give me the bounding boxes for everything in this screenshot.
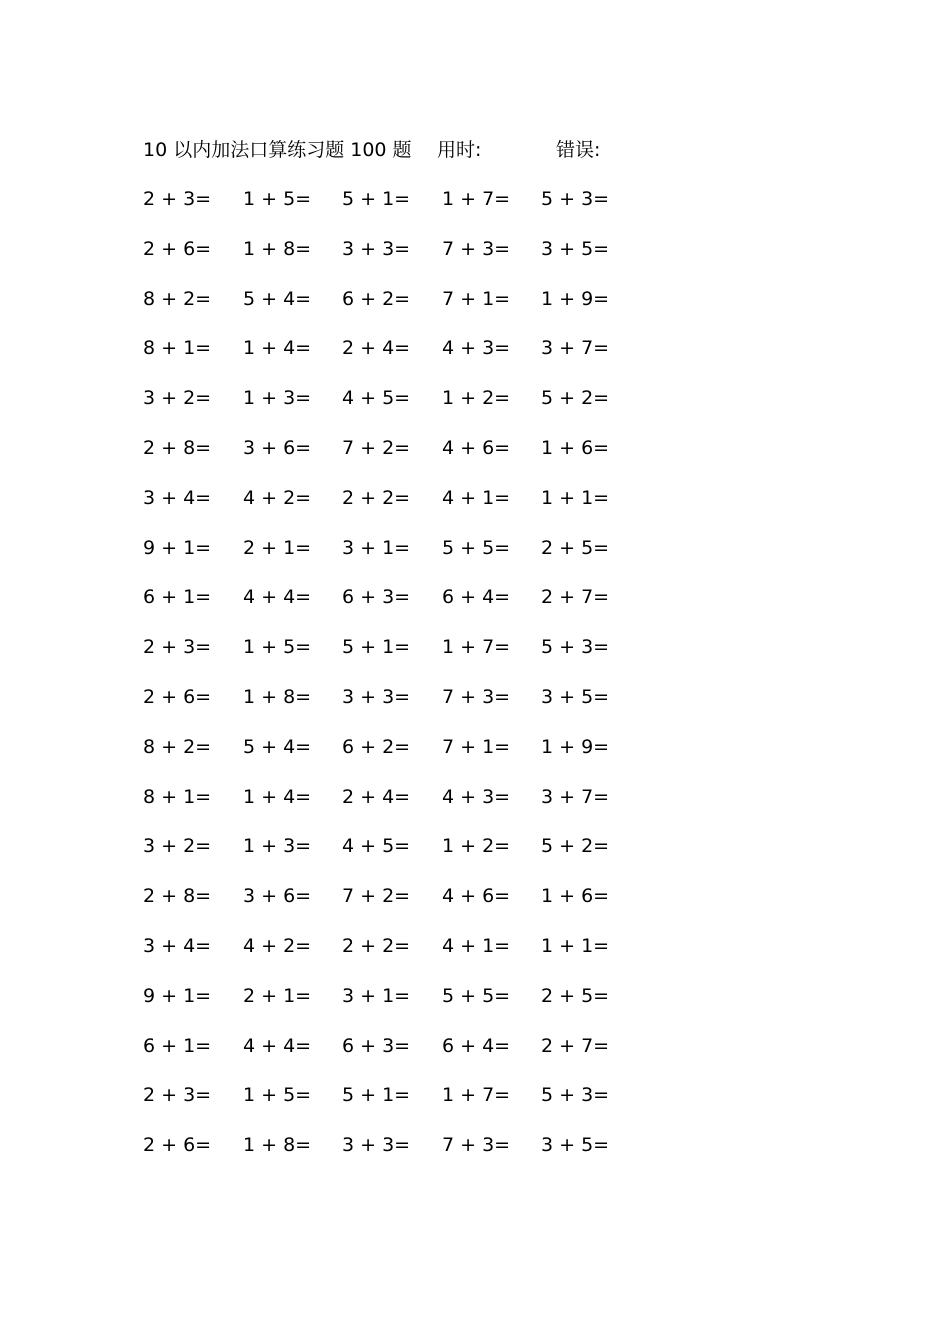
problem-item: 1 + 8=: [243, 1134, 312, 1157]
problem-item: 3 + 3=: [342, 237, 411, 260]
problem-row: [143, 335, 703, 385]
problem-item: 4 + 5=: [342, 387, 411, 410]
problem-row: [143, 186, 703, 236]
problem-item: 2 + 1=: [243, 536, 312, 559]
problem-row: [143, 485, 703, 535]
problem-item: 2 + 7=: [541, 1034, 610, 1057]
problem-item: 2 + 6=: [143, 237, 212, 260]
problem-item: 2 + 6=: [143, 1134, 212, 1157]
problem-item: 6 + 4=: [442, 1034, 511, 1057]
problem-item: 4 + 2=: [243, 486, 312, 509]
problem-row: [143, 833, 703, 883]
problem-item: 6 + 3=: [342, 586, 411, 609]
problem-row: [143, 435, 703, 485]
problem-item: 3 + 3=: [342, 1134, 411, 1157]
problem-item: 5 + 5=: [442, 536, 511, 559]
problem-item: 5 + 1=: [342, 1084, 411, 1107]
problem-item: 4 + 5=: [342, 835, 411, 858]
problem-item: 6 + 1=: [143, 1034, 212, 1057]
worksheet-title: 10 以内加法口算练习题 100 题: [143, 139, 412, 161]
problem-row: [143, 684, 703, 734]
problem-item: 2 + 3=: [143, 636, 212, 659]
problem-item: 2 + 4=: [342, 337, 411, 360]
problem-item: 9 + 1=: [143, 984, 212, 1007]
problem-row: [143, 584, 703, 634]
problem-item: 7 + 3=: [442, 237, 511, 260]
problem-row: [143, 236, 703, 286]
problem-row: [143, 983, 703, 1033]
time-used-label: 用时:: [437, 139, 482, 161]
problem-item: 1 + 3=: [243, 835, 312, 858]
problem-item: 6 + 2=: [342, 735, 411, 758]
problem-item: 2 + 8=: [143, 885, 212, 908]
worksheet-header: [143, 137, 763, 163]
problem-item: 5 + 2=: [541, 835, 610, 858]
problem-row: [143, 634, 703, 684]
problem-item: 1 + 6=: [541, 436, 610, 459]
problem-item: 1 + 7=: [442, 188, 511, 210]
problem-item: 1 + 9=: [541, 287, 610, 310]
errors-label: 错误:: [556, 139, 601, 161]
problem-item: 2 + 3=: [143, 188, 212, 210]
problem-item: 7 + 1=: [442, 735, 511, 758]
problem-item: 2 + 7=: [541, 586, 610, 609]
problem-item: 2 + 1=: [243, 984, 312, 1007]
problem-item: 5 + 3=: [541, 188, 610, 210]
problem-item: 5 + 4=: [243, 287, 312, 310]
problem-item: 5 + 4=: [243, 735, 312, 758]
problem-item: 3 + 3=: [342, 685, 411, 708]
problem-item: 5 + 1=: [342, 188, 411, 210]
problem-item: 5 + 3=: [541, 636, 610, 659]
problem-item: 3 + 2=: [143, 835, 212, 858]
problem-item: 5 + 2=: [541, 387, 610, 410]
problem-item: 3 + 2=: [143, 387, 212, 410]
problem-item: 4 + 4=: [243, 1034, 312, 1057]
problem-item: 4 + 1=: [442, 934, 511, 957]
problem-item: 2 + 8=: [143, 436, 212, 459]
problem-item: 2 + 2=: [342, 486, 411, 509]
problem-item: 3 + 4=: [143, 486, 212, 509]
problem-item: 1 + 5=: [243, 1084, 312, 1107]
problem-item: 1 + 1=: [541, 934, 610, 957]
problem-item: 2 + 5=: [541, 536, 610, 559]
problem-item: 3 + 6=: [243, 885, 312, 908]
problem-item: 4 + 1=: [442, 486, 511, 509]
problem-item: 3 + 4=: [143, 934, 212, 957]
problem-item: 5 + 1=: [342, 636, 411, 659]
problem-item: 2 + 2=: [342, 934, 411, 957]
problem-item: 3 + 5=: [541, 1134, 610, 1157]
problem-item: 5 + 3=: [541, 1084, 610, 1107]
problem-item: 2 + 6=: [143, 685, 212, 708]
problem-row: [143, 734, 703, 784]
problem-item: 1 + 9=: [541, 735, 610, 758]
problem-item: 1 + 8=: [243, 237, 312, 260]
problem-row: [143, 933, 703, 983]
problem-row: [143, 385, 703, 435]
problem-item: 3 + 5=: [541, 685, 610, 708]
problem-row: [143, 286, 703, 336]
problem-item: 3 + 6=: [243, 436, 312, 459]
problem-item: 7 + 2=: [342, 885, 411, 908]
problem-item: 3 + 5=: [541, 237, 610, 260]
problem-item: 6 + 2=: [342, 287, 411, 310]
problem-item: 7 + 2=: [342, 436, 411, 459]
problem-item: 7 + 1=: [442, 287, 511, 310]
problem-item: 1 + 4=: [243, 785, 312, 808]
problem-item: 7 + 3=: [442, 1134, 511, 1157]
problem-item: 6 + 3=: [342, 1034, 411, 1057]
problem-row: [143, 1132, 703, 1182]
problem-item: 2 + 3=: [143, 1084, 212, 1107]
problem-row: [143, 1082, 703, 1132]
problem-item: 6 + 1=: [143, 586, 212, 609]
problem-item: 4 + 2=: [243, 934, 312, 957]
problem-item: 2 + 4=: [342, 785, 411, 808]
problem-item: 1 + 2=: [442, 387, 511, 410]
problem-item: 4 + 3=: [442, 337, 511, 360]
problem-row: [143, 883, 703, 933]
problem-item: 1 + 4=: [243, 337, 312, 360]
problem-item: 3 + 7=: [541, 337, 610, 360]
problem-item: 8 + 2=: [143, 287, 212, 310]
problem-item: 1 + 5=: [243, 188, 312, 210]
problem-item: 8 + 2=: [143, 735, 212, 758]
problem-item: 1 + 3=: [243, 387, 312, 410]
problem-item: 4 + 6=: [442, 436, 511, 459]
problem-item: 3 + 7=: [541, 785, 610, 808]
problem-item: 2 + 5=: [541, 984, 610, 1007]
problem-row: [143, 1033, 703, 1083]
problem-item: 4 + 3=: [442, 785, 511, 808]
problem-item: 4 + 4=: [243, 586, 312, 609]
problem-item: 1 + 6=: [541, 885, 610, 908]
problem-row: [143, 784, 703, 834]
problem-item: 9 + 1=: [143, 536, 212, 559]
problem-item: 3 + 1=: [342, 536, 411, 559]
problem-item: 1 + 8=: [243, 685, 312, 708]
problem-row: [143, 535, 703, 585]
problem-item: 4 + 6=: [442, 885, 511, 908]
problem-item: 8 + 1=: [143, 785, 212, 808]
problem-item: 6 + 4=: [442, 586, 511, 609]
problem-item: 5 + 5=: [442, 984, 511, 1007]
problem-item: 1 + 1=: [541, 486, 610, 509]
problem-item: 1 + 5=: [243, 636, 312, 659]
problem-item: 1 + 7=: [442, 1084, 511, 1107]
problem-grid: [143, 186, 703, 1182]
problem-item: 1 + 2=: [442, 835, 511, 858]
problem-item: 8 + 1=: [143, 337, 212, 360]
problem-item: 3 + 1=: [342, 984, 411, 1007]
problem-item: 7 + 3=: [442, 685, 511, 708]
problem-item: 1 + 7=: [442, 636, 511, 659]
